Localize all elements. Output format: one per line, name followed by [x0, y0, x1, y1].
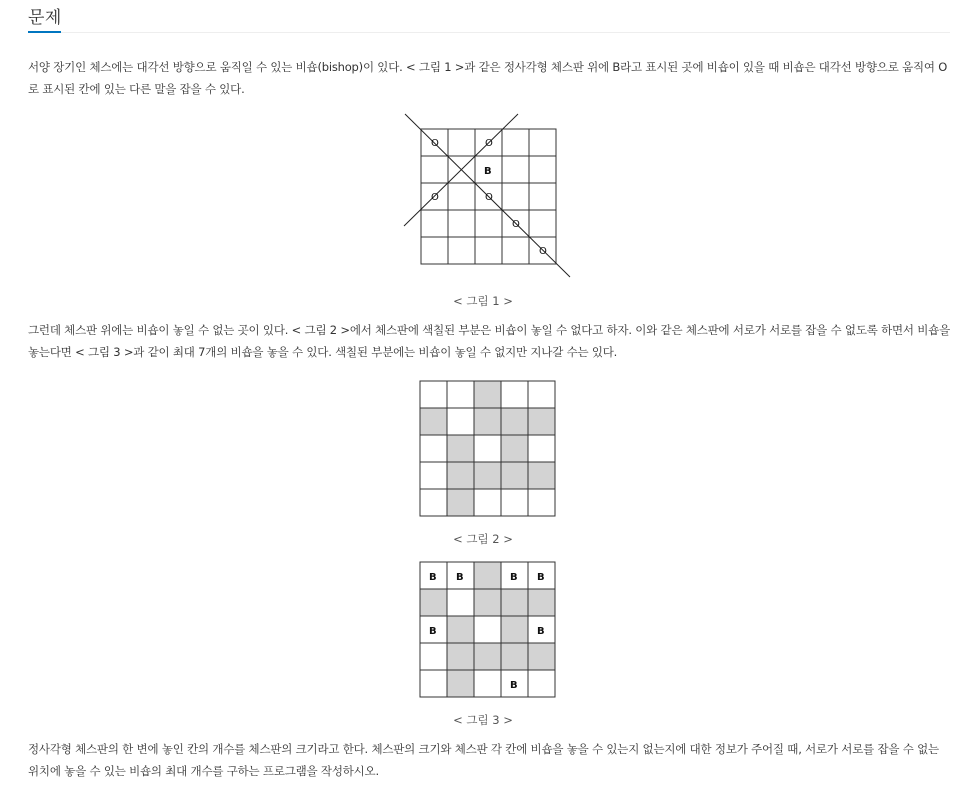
shaded-cell: [447, 670, 474, 697]
figure-1-board: [400, 110, 576, 282]
shaded-cell: [474, 408, 501, 435]
bishop-mark: B: [456, 572, 464, 583]
board-cell: [420, 643, 447, 670]
title-divider: [28, 32, 950, 33]
shaded-cell: [501, 435, 528, 462]
board-cell: [501, 381, 528, 408]
bishop-mark: B: [429, 626, 437, 637]
board-cell: [475, 210, 502, 237]
board-cell: [528, 381, 555, 408]
board-cell: [447, 408, 474, 435]
shaded-cell: [501, 643, 528, 670]
board-cell: [448, 129, 475, 156]
board-cell: [420, 381, 447, 408]
board-cell: [474, 435, 501, 462]
board-cell: [529, 129, 556, 156]
shaded-cell: [501, 616, 528, 643]
board-cell: [529, 183, 556, 210]
capture-mark: O: [485, 138, 493, 149]
board-cell: [447, 381, 474, 408]
figure-2-caption: < 그림 2 >: [453, 532, 513, 546]
shaded-cell: [528, 589, 555, 616]
board-cell: [420, 670, 447, 697]
shaded-cell: [528, 408, 555, 435]
shaded-cell: [447, 462, 474, 489]
board-cell: [502, 237, 529, 264]
bishop-mark: B: [510, 680, 518, 691]
board-cell: [529, 210, 556, 237]
board-cell: [420, 435, 447, 462]
bishop-mark: B: [537, 572, 545, 583]
shaded-cell: [501, 408, 528, 435]
shaded-cell: [474, 643, 501, 670]
bishop-mark: B: [510, 572, 518, 583]
board-cell: [420, 489, 447, 516]
figure-2-board: [418, 380, 558, 518]
board-cell: [474, 616, 501, 643]
board-cell: [421, 210, 448, 237]
board-cell: [502, 156, 529, 183]
bishop-mark: B: [429, 572, 437, 583]
capture-mark: O: [539, 246, 547, 257]
shaded-cell: [474, 462, 501, 489]
shaded-cell: [528, 643, 555, 670]
capture-mark: O: [431, 192, 439, 203]
shaded-cell: [447, 616, 474, 643]
paragraph-1: 서양 장기인 체스에는 대각선 방향으로 움직일 수 있는 비숍(bishop)이 있다. < 그림 1 >과 같은 정사각형 체스판 위에 B라고 표시된 곳에 비숍이 있을 때 비숍은 대각선 방향으로 움직여 O로 표시된 칸에 있는 다른 말을 잡을 수 있다.: [28, 60, 948, 96]
shaded-cell: [528, 462, 555, 489]
board-cell: [475, 237, 502, 264]
board-cell: [474, 670, 501, 697]
shaded-cell: [474, 589, 501, 616]
shaded-cell: [447, 435, 474, 462]
paragraph-3: 정사각형 체스판의 한 변에 놓인 칸의 개수를 체스판의 크기라고 한다. 체스판의 크기와 체스판 각 칸에 비숍을 놓을 수 있는지 없는지에 대한 정보가 주어질 때, 서로가 서로를 잡을 수 없는 위치에 놓을 수 있는 비숍의 최대 개수를 구하는 프로그램을 작성하시오.: [28, 742, 939, 778]
board-cell: [421, 237, 448, 264]
board-cell: [529, 156, 556, 183]
board-cell: [502, 183, 529, 210]
bishop-mark: B: [484, 166, 492, 177]
board-cell: [448, 237, 475, 264]
paragraph-2: 그런데 체스판 위에는 비숍이 놓일 수 없는 곳이 있다. < 그림 2 >에서 체스판에 색칠된 부분은 비숍이 놓일 수 없다고 하자. 이와 같은 체스판에 서로가 서로를 잡을 수 없도록 하면서 비숍을 놓는다면 < 그림 3 >과 같이 최대 7개의 비숍을 놓을 수 있다. 색칠된 부분에는 비숍이 놓일 수 없지만 지나갈 수는 있다.: [28, 323, 951, 359]
board-cell: [448, 210, 475, 237]
board-cell: [448, 183, 475, 210]
section-title: 문제: [28, 8, 62, 28]
shaded-cell: [447, 489, 474, 516]
capture-mark: O: [512, 219, 520, 230]
title-underline: [28, 31, 61, 33]
shaded-cell: [420, 589, 447, 616]
capture-mark: O: [485, 192, 493, 203]
shaded-cell: [447, 643, 474, 670]
board-cell: [501, 489, 528, 516]
figure-3-caption: < 그림 3 >: [453, 713, 513, 727]
figure-3-board: [418, 561, 558, 699]
shaded-cell: [474, 562, 501, 589]
board-cell: [528, 670, 555, 697]
board-cell: [474, 489, 501, 516]
board-cell: [528, 489, 555, 516]
figure-1-caption: < 그림 1 >: [453, 294, 513, 308]
capture-mark: O: [431, 138, 439, 149]
board-cell: [447, 589, 474, 616]
shaded-cell: [474, 381, 501, 408]
board-cell: [420, 462, 447, 489]
shaded-cell: [501, 462, 528, 489]
shaded-cell: [420, 408, 447, 435]
board-cell: [421, 156, 448, 183]
shaded-cell: [501, 589, 528, 616]
bishop-mark: B: [537, 626, 545, 637]
board-cell: [528, 435, 555, 462]
board-cell: [502, 129, 529, 156]
